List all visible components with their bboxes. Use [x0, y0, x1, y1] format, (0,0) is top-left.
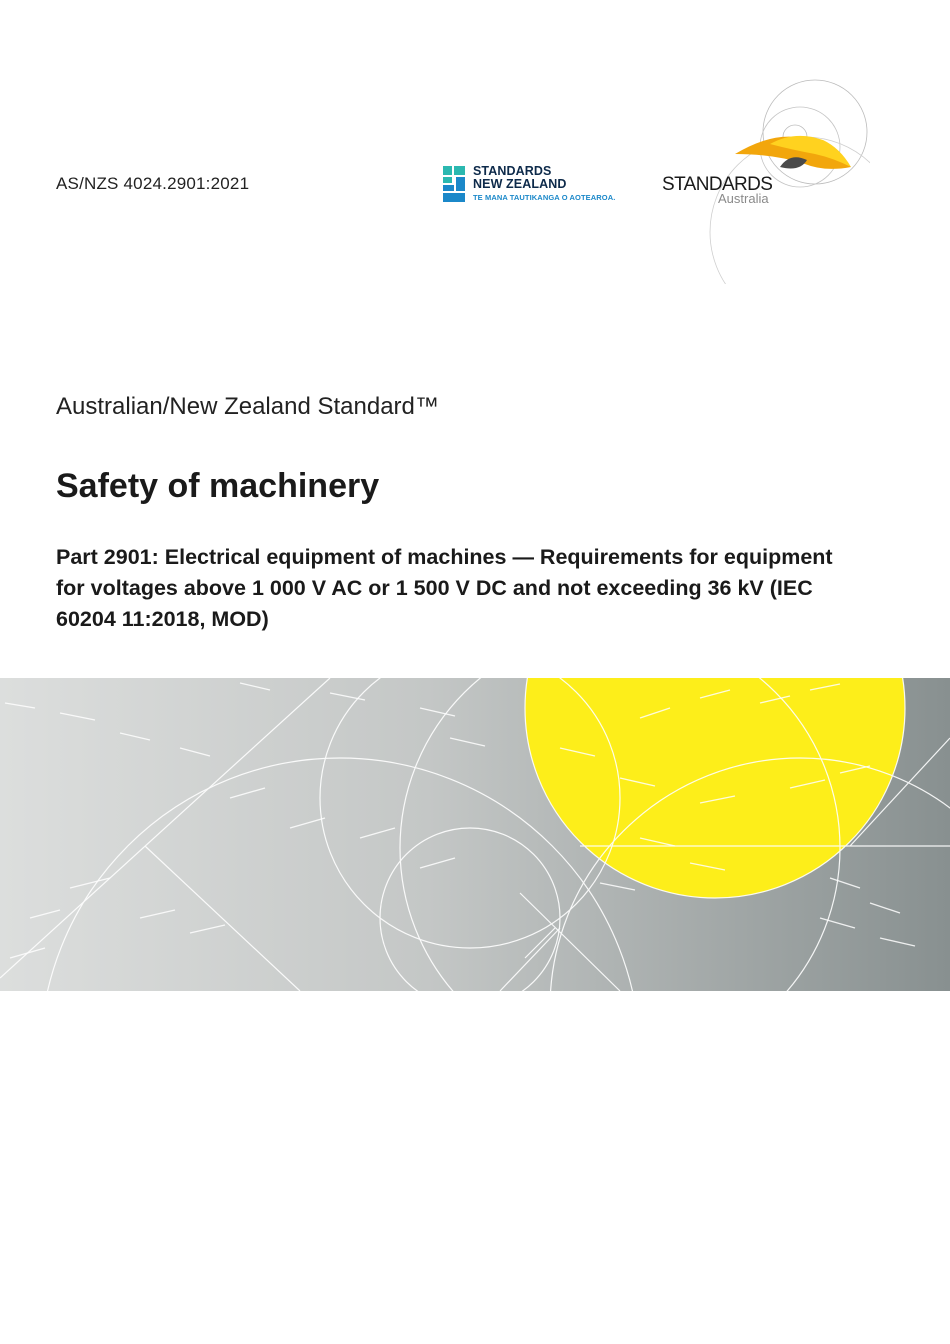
standards-australia-logo [655, 72, 870, 284]
sa-logo-sub: Australia [718, 191, 769, 206]
standards-new-zealand-logo [443, 164, 616, 205]
standard-type: Australian/New Zealand Standard™ [56, 393, 439, 420]
snz-mark-icon [443, 166, 465, 202]
document-number: AS/NZS 4024.2901:2021 [56, 174, 250, 193]
sa-logo-word: STANDARDS [662, 174, 773, 195]
page-title: Safety of machinery [56, 467, 380, 505]
snz-logo-line2: NEW ZEALAND [473, 177, 567, 191]
decorative-banner [0, 678, 950, 991]
snz-logo-line1: STANDARDS [473, 164, 552, 178]
page-subtitle: Part 2901: Electrical equipment of machines — Requirements for equipment for voltages above 1 000 V AC or 1 500 V DC and not exceeding 36 kV (IEC 60204 11:2018, MOD) [56, 545, 833, 631]
snz-logo-tagline: TE MANA TAUTIKANGA O AOTEAROA. [473, 193, 616, 202]
